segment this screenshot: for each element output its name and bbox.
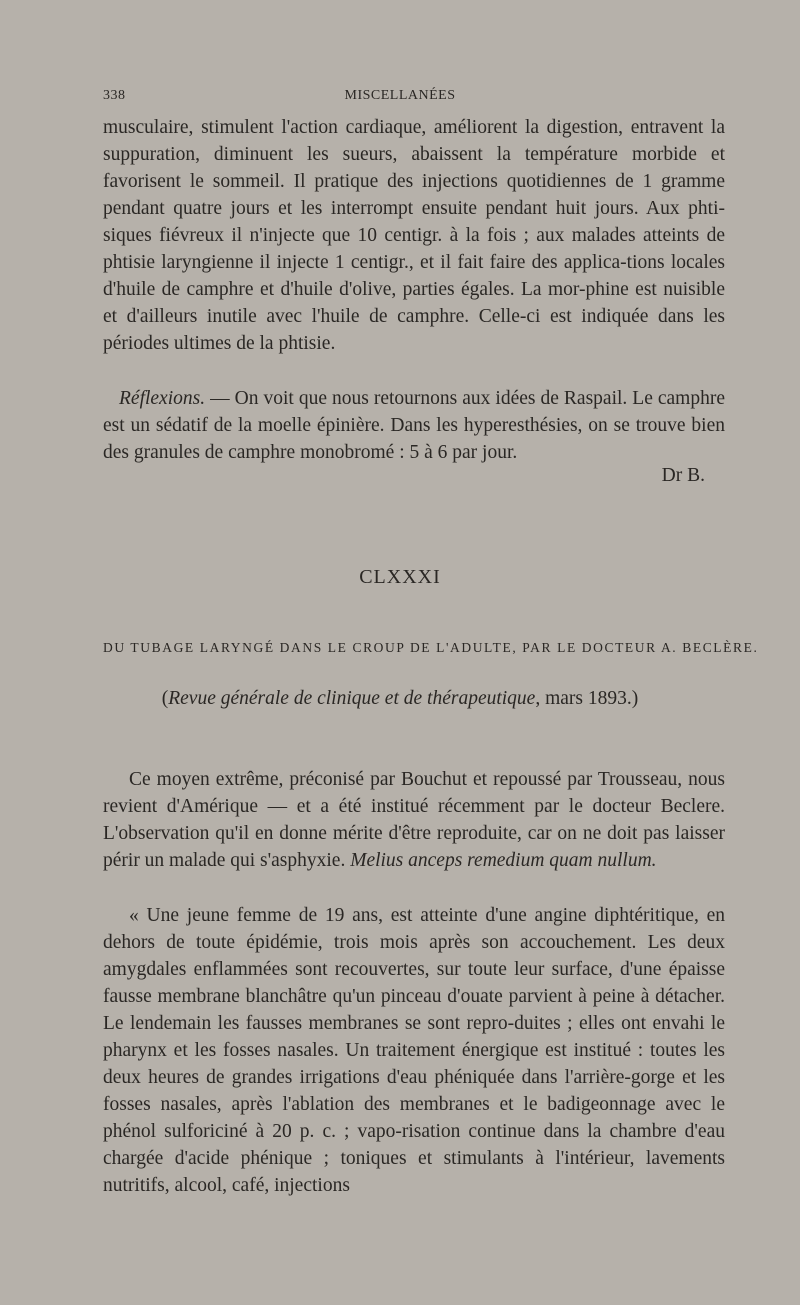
- reflexions-text: — On voit que nous retournons aux idées de Raspail. Le camphre est un sédatif de la moelle épinière. Dans les hyperesthésies, on se trouve bien des granules de camphre monobromé : 5 à 6 par jour.: [103, 388, 725, 463]
- signature: Dr B.: [661, 465, 705, 486]
- reflexions-paragraph: [103, 385, 725, 466]
- intro-text: Ce moyen extrême, préconisé par Bouchut et repoussé par Trousseau, nous revient d'Amérique — et a été institué récemment par le docteur Beclere. L'observation qu'il en donne mérite d'être reproduite, car on ne doit pas laisser périr un malade qui s'asphyxie.: [103, 769, 725, 871]
- paragraph-text: « Une jeune femme de 19 ans, est atteinte d'une angine diphtéritique, en dehors de toute épidémie, trois mois après son accouchement. Les deux amygdales enflammées sont recouvertes, sur toute leur surface, d'une épaisse fausse membrane blanchâtre qu'un pinceau d'ouate parvient à peine à détacher. Le lendemain les fausses membranes se sont repro-duites ; elles ont envahi le pharynx et les fosses nasales. Un traitement énergique est institué : toutes les deux heures de grandes irrigations d'eau phéniquée dans l'arrière-gorge et les fosses nasales, après l'ablation des membranes et le badigeonnage avec le phénol sulforiciné à 20 p. c. ; vapo-risation continue dans la chambre d'eau chargée d'acide phénique ; toniques et stimulants à l'intérieur, lavements nutritifs, alcool, café, injections: [103, 905, 725, 1196]
- source-citation: [0, 688, 800, 710]
- reflexions-label: Réflexions.: [119, 388, 206, 409]
- source-date: , mars 1893.): [535, 688, 639, 709]
- section-title: DU TUBAGE LARYNGÉ DANS LE CROUP DE L'ADULTE, PAR LE DOCTEUR A. BECLÈRE.: [103, 640, 759, 655]
- intro-paragraph: [103, 766, 725, 874]
- page-number: 338: [103, 88, 126, 103]
- paragraph-text: musculaire, stimulent l'action cardiaque, améliorent la digestion, entravent la suppuration, diminuent les sueurs, abaissent la température morbide et favorisent le sommeil. Il pratique des injections quotidiennes de 1 gramme pendant quatre jours et les interrompt ensuite pendant huit jours. Aux phti-siques fiévreux il n'injecte que 10 centigr. à la fois ; aux malades atteints de phtisie laryngienne il injecte 1 centigr., et il fait faire des applica-tions locales d'huile de camphre et d'huile d'olive, parties égales. La mor-phine est nuisible et d'ailleurs inutile avec l'huile de camphre. Celle-ci est indiquée dans les périodes ultimes de la phtisie.: [103, 117, 725, 354]
- observation-paragraph: [103, 902, 725, 1199]
- running-head: MISCELLANÉES: [344, 88, 456, 103]
- section-number: CLXXXI: [359, 566, 441, 588]
- latin-quote: Melius anceps remedium quam nullum.: [350, 850, 657, 871]
- paragraph-continuation: [103, 114, 725, 357]
- source-journal: Revue générale de clinique et de thérapeutique: [168, 688, 536, 709]
- paragraph-text: [103, 766, 725, 874]
- source-open: (: [161, 688, 169, 709]
- paragraph-text: [103, 385, 725, 466]
